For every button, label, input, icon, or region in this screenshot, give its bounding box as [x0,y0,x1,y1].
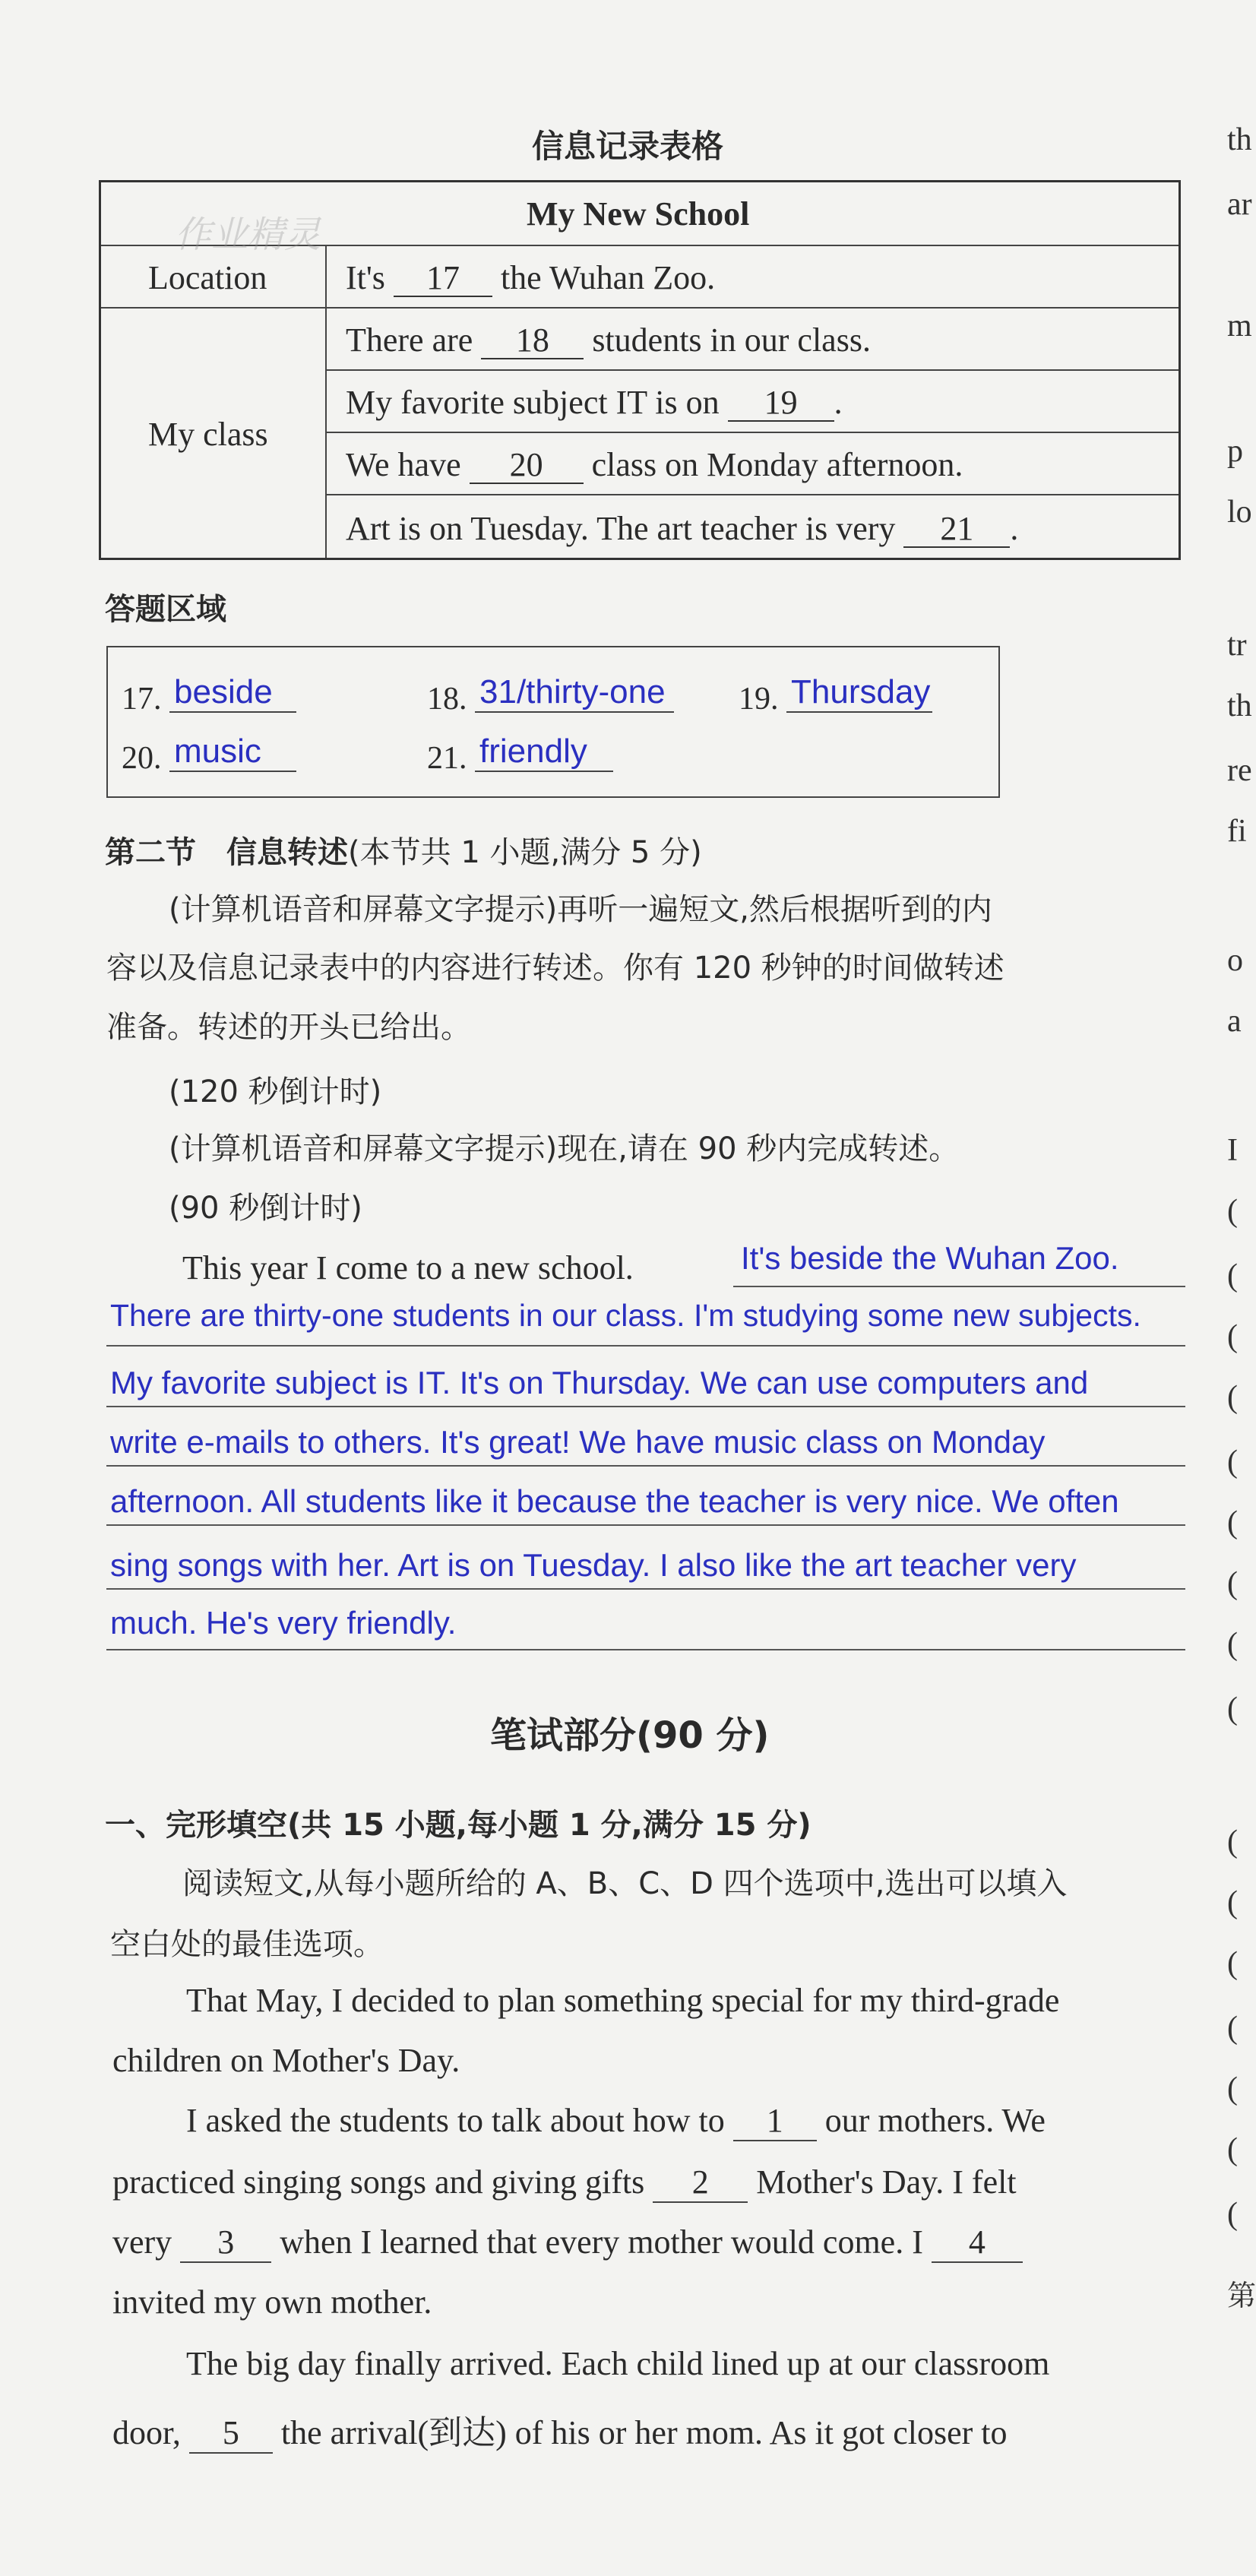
section2-line-5: (计算机语音和屏幕文字提示)现在,请在 90 秒内完成转述。 [169,1131,960,1166]
retell-line-5[interactable]: afternoon. All students like it because the teacher is very nice. We often [110,1483,1119,1519]
cloze-p3b: door, 5 the arrival(到达) of his or her mom. As it got closer to [112,2405,1007,2454]
margin-text: tr [1227,628,1247,663]
answer-20: 20. music [122,733,296,777]
answer-box [106,646,1000,798]
location-label: Location [148,259,267,296]
margin-text: ( [1227,1691,1238,1726]
retell-line-6[interactable]: sing songs with her. Art is on Tuesday. I also like the art teacher very [110,1547,1077,1583]
margin-text: ( [1227,1258,1238,1293]
retell-line-3[interactable]: My favorite subject is IT. It's on Thursday. We can use computers and [110,1365,1089,1400]
margin-text: a [1227,1004,1242,1039]
margin-text: 第 [1227,2280,1256,2312]
cloze-blank-5[interactable]: 5 [189,2413,273,2454]
answer-21: 21. friendly [427,733,613,777]
margin-text: ( [1227,1445,1238,1479]
retell-line-4[interactable]: write e-mails to others. It's great! We have music class on Monday [110,1424,1046,1460]
answer-18: 18. 31/thirty-one [427,673,674,717]
answer-area-label: 答题区域 [105,592,226,627]
margin-text: fi [1227,814,1247,849]
cloze-blank-1[interactable]: 1 [733,2101,817,2141]
table-title: 信息记录表格 [532,128,724,165]
margin-text: ( [1227,1627,1238,1662]
margin-text: ( [1227,1885,1238,1920]
answer-19: 19. Thursday [739,673,932,717]
cloze-p2c: very 3 when I learned that every mother would come. I 4 [112,2223,1023,2263]
margin-text: o [1227,943,1243,978]
section2-line-4: (120 秒倒计时) [169,1074,382,1109]
myclass-label: My class [148,416,268,453]
margin-text: ( [1227,1505,1238,1540]
margin-text: ( [1227,1566,1238,1601]
cloze-p1a: That May, I decided to plan something special for my third-grade [186,1982,1060,2019]
margin-text: ( [1227,2197,1238,2232]
class-row-1: There are 18 students in our class. [346,321,871,359]
cloze-blank-3[interactable]: 3 [180,2223,271,2263]
margin-text: p [1227,434,1243,469]
retell-start: This year I come to a new school. [182,1249,634,1286]
retell-line-1[interactable]: It's beside the Wuhan Zoo. [741,1240,1119,1276]
margin-text: ( [1227,1319,1238,1354]
section2-line-1: (计算机语音和屏幕文字提示)再听一遍短文,然后根据听到的内 [169,892,992,927]
written-part-title: 笔试部分(90 分) [490,1714,770,1757]
margin-text: ( [1227,1824,1238,1859]
margin-text: lo [1227,495,1252,530]
blank-17: 17 [394,261,492,297]
margin-text: ar [1227,187,1252,222]
cloze-title: 一、完形填空(共 15 小题,每小题 1 分,满分 15 分) [105,1808,811,1843]
cloze-instr-1: 阅读短文,从每小题所给的 A、B、C、D 四个选项中,选出可以填入 [182,1866,1068,1901]
margin-text: ( [1227,1380,1238,1415]
retell-line-7[interactable]: much. He's very friendly. [110,1605,457,1641]
margin-text: ( [1227,2132,1238,2167]
margin-text: I [1227,1133,1238,1168]
class-row-4: Art is on Tuesday. The art teacher is very 21 . [346,510,1019,547]
location-row: It's 17 the Wuhan Zoo. [346,259,716,296]
class-row-2: My favorite subject IT is on 19 . [346,384,843,421]
cloze-blank-2[interactable]: 2 [653,2163,748,2203]
cloze-instr-2: 空白处的最佳选项。 [110,1927,384,1962]
retell-line-2[interactable]: There are thirty-one students in our class. I'm studying some new subjects. [110,1298,1141,1333]
margin-text: m [1227,309,1252,343]
table-header: My New School [527,195,750,233]
margin-text: ( [1227,1946,1238,1981]
margin-text: re [1227,753,1252,788]
section2-heading: 第二节 信息转述(本节共 1 小题,满分 5 分) [105,835,702,870]
cloze-blank-4[interactable]: 4 [932,2223,1023,2263]
cloze-p2a: I asked the students to talk about how to 1 our mothers. We [186,2101,1046,2141]
margin-text: th [1227,688,1252,723]
margin-text: ( [1227,2071,1238,2106]
answer-17: 17. beside [122,673,296,717]
class-row-3: We have 20 class on Monday afternoon. [346,446,963,483]
margin-text: ( [1227,2011,1238,2046]
cloze-p2b: practiced singing songs and giving gifts 2 Mother's Day. I felt [112,2163,1017,2203]
margin-text: th [1227,122,1252,157]
cloze-p2d: invited my own mother. [112,2283,432,2321]
cloze-p3a: The big day finally arrived. Each child lined up at our classroom [186,2345,1050,2382]
watermark: 作业精灵 [175,214,321,256]
margin-text: ( [1227,1194,1238,1229]
section2-line-3: 准备。转述的开头已给出。 [106,1010,471,1045]
section2-line-2: 容以及信息记录表中的内容进行转述。你有 120 秒钟的时间做转述 [106,951,1004,986]
cloze-p1b: children on Mother's Day. [112,2042,460,2079]
section2-line-6: (90 秒倒计时) [169,1191,362,1226]
